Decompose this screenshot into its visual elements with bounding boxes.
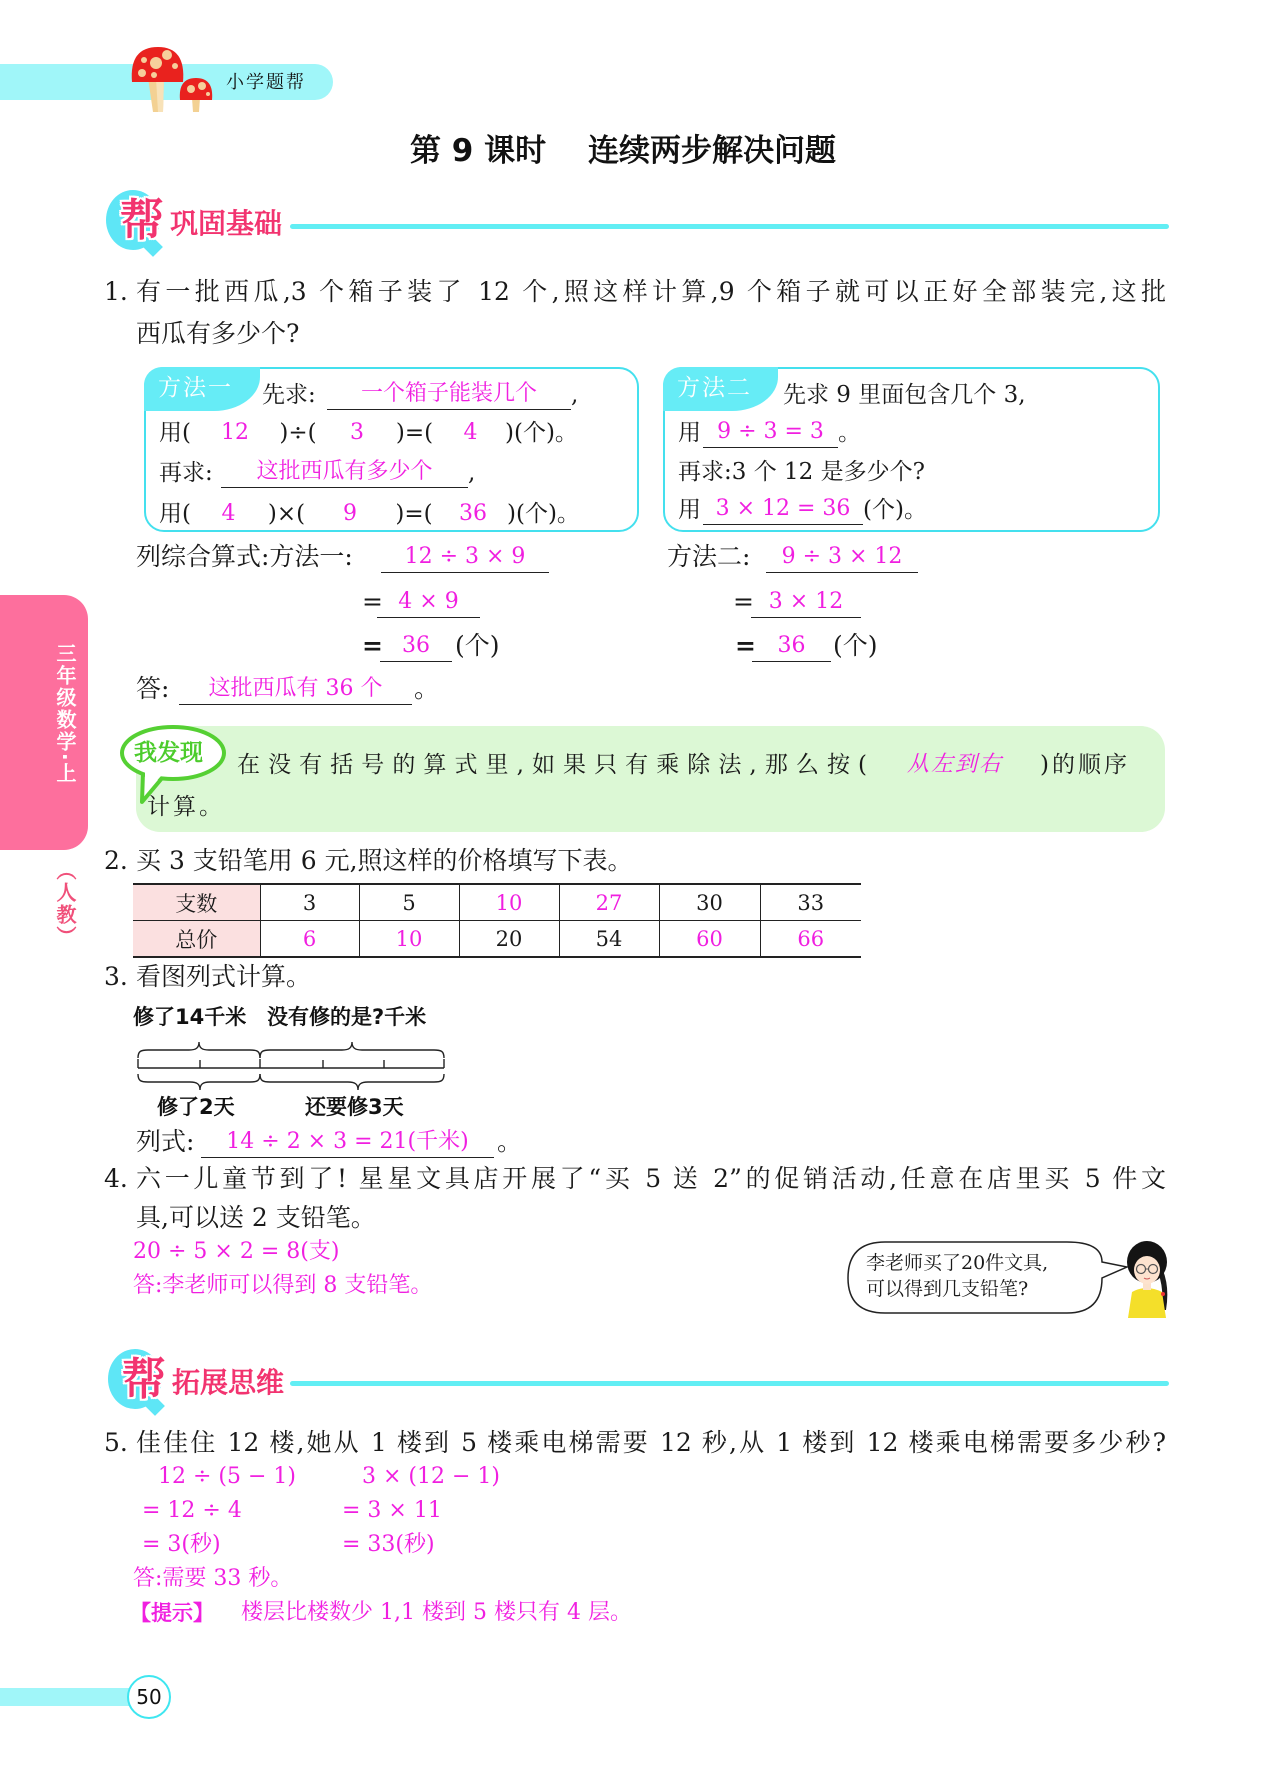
table-cell: 27 (559, 884, 659, 921)
answer-end: 。 (414, 674, 440, 703)
q1-text-line2: 西瓜有多少个? (136, 319, 300, 348)
answer-label: 答: (136, 674, 170, 703)
brand-name: 小学题帮 (226, 72, 306, 93)
calc1-close: )(个)。 (505, 420, 578, 446)
method2-calc1-answer: 9 ÷ 3 = 3 (703, 417, 838, 448)
table-cell: 60 (659, 921, 760, 958)
grade-label: 三年级数学·上 (53, 643, 77, 785)
calc2-a: 4 (221, 501, 236, 526)
hint-text: 楼层比楼数少 1,1 楼到 5 楼只有 4 层。 (241, 1600, 632, 1625)
section-divider (290, 224, 1169, 229)
calc1-b: 3 (350, 420, 364, 445)
table-cell: 6 (260, 921, 359, 958)
price-table (133, 883, 861, 958)
method2-calc2-answer: 3 × 12 = 36 (703, 494, 863, 525)
table-row (133, 921, 861, 958)
use-label: 用 (678, 497, 701, 523)
calc2-eq: )=( (395, 501, 433, 527)
formula-end: 。 (497, 1127, 523, 1156)
q3-number: 3. (104, 962, 128, 991)
q2-number: 2. (104, 846, 128, 875)
row-header: 总价 (133, 921, 260, 958)
combined-m2-step2: 3 × 12 (751, 587, 861, 618)
calc2-open: 用( (159, 501, 191, 527)
discover-badge: 我发现 (134, 740, 203, 766)
calc1-open: 用( (159, 420, 191, 446)
line-segment-diagram (130, 1030, 450, 1095)
calc1-result: 4 (463, 420, 478, 445)
equals-sign: = (735, 631, 756, 660)
table-cell: 3 (260, 884, 359, 921)
q5-number: 5. (104, 1428, 128, 1457)
discover-line1 (237, 750, 1130, 780)
method1-calc1 (159, 418, 578, 448)
method2-calc1 (678, 418, 861, 448)
step2-end: , (468, 460, 476, 486)
method2-calc2 (678, 495, 927, 525)
step1-answer: 一个箱子能装几个 (327, 379, 571, 410)
mushroom-logo-icon (120, 40, 230, 115)
edition-label: （人教） (53, 860, 77, 948)
q3-formula: 14 ÷ 2 × 3 = 21(千米) (201, 1127, 494, 1158)
girl-character-icon (1118, 1238, 1174, 1318)
diagram-label-days-done: 修了2天 (157, 1095, 235, 1119)
step1-end: , (571, 382, 579, 408)
table-cell: 10 (459, 884, 559, 921)
method2-calc2-end: (个)。 (863, 497, 927, 523)
method1-calc2 (159, 499, 580, 529)
q2-text: 买 3 支铅笔用 6 元,照这样的价格填写下表。 (136, 846, 633, 875)
calc1-op: )÷( (279, 420, 317, 446)
combined-m2-result: 36 (752, 631, 831, 662)
table-cell: 66 (760, 921, 861, 958)
discover-text-before: 在没有括号的算式里,如果只有乘除法,那么按( (237, 752, 870, 778)
combined-label: 列综合算式:方法一: (136, 542, 353, 571)
section-title-basic: 巩固基础 (170, 207, 283, 240)
q5-answer: 答:需要 33 秒。 (133, 1566, 293, 1591)
q4-text-line1: 六一儿童节到了! 星星文具店开展了“买 5 送 2”的促销活动,任意在店里买 5 件文 (136, 1164, 1166, 1193)
method1-step2 (159, 458, 475, 488)
q5-method1-step2: = 12 ÷ 4 (142, 1498, 242, 1523)
equals-sign: = (733, 587, 754, 616)
calc2-op: )×( (267, 501, 306, 527)
combined-m1-step1: 12 ÷ 3 × 9 (381, 542, 549, 573)
table-cell: 5 (359, 884, 459, 921)
discover-text-after: )的顺序 (1040, 752, 1130, 778)
q5-method2-step1: 3 × (12 − 1) (362, 1464, 500, 1489)
q4-text-line2: 具,可以送 2 支铅笔。 (136, 1203, 376, 1232)
step2-label: 再求: (159, 460, 213, 486)
combined-m2-step1: 9 ÷ 3 × 12 (766, 542, 918, 573)
q1-text-line1: 有一批西瓜,3 个箱子装了 12 个,照这样计算,9 个箱子就可以正好全部装完,这批 (136, 277, 1166, 306)
formula-label: 列式: (136, 1127, 195, 1156)
use-label: 用 (678, 420, 701, 446)
q5-method2-step3: = 33(秒) (342, 1532, 435, 1557)
diagram-label-days-left: 还要修3天 (305, 1095, 404, 1119)
footer-bar (0, 1688, 132, 1706)
diagram-label-repaired: 修了14千米 (133, 1005, 247, 1029)
table-cell: 33 (760, 884, 861, 921)
calc1-eq: )=( (395, 420, 434, 446)
table-cell: 30 (659, 884, 760, 921)
calc2-close: )(个)。 (507, 501, 580, 527)
method2-step1: 先求 9 里面包含几个 3, (783, 382, 1026, 408)
equals-sign: = (362, 587, 383, 616)
q5-method2-step2: = 3 × 11 (342, 1498, 442, 1523)
unit-label: (个) (455, 631, 500, 660)
table-cell: 10 (359, 921, 459, 958)
method1-label: 方法一 (144, 367, 260, 411)
discover-answer: 从左到右 (906, 752, 1003, 777)
method1-step1 (262, 380, 578, 410)
method2-calc1-end: 。 (838, 420, 861, 446)
row-header: 支数 (133, 884, 260, 921)
table-cell: 54 (559, 921, 659, 958)
table-cell: 20 (459, 921, 559, 958)
hint-label: 【提示】 (130, 1601, 214, 1625)
equals-sign: = (362, 631, 383, 660)
calc2-result: 36 (459, 501, 487, 526)
calc2-b: 9 (343, 501, 357, 526)
q3-text: 看图列式计算。 (136, 962, 312, 991)
page-number: 50 (127, 1675, 171, 1719)
q5-method1-step3: = 3(秒) (142, 1532, 221, 1557)
combined-m1-result: 36 (380, 631, 452, 662)
step1-label: 先求: (262, 382, 316, 408)
combined-m2-label: 方法二: (667, 542, 751, 571)
method2-label: 方法二 (663, 367, 778, 411)
combined-m1-step2: 4 × 9 (377, 587, 480, 618)
section-badge-char: 帮 (122, 1354, 166, 1405)
section-badge-char: 帮 (120, 195, 164, 246)
speech-line2: 可以得到几支铅笔? (866, 1278, 1029, 1300)
lesson-number: 第 9 课时 (410, 133, 547, 169)
step2-answer: 这批西瓜有多少个 (221, 457, 468, 488)
table-row (133, 884, 861, 921)
method2-step2: 再求:3 个 12 是多少个? (678, 459, 925, 485)
section-title-extend: 拓展思维 (172, 1366, 285, 1399)
section-divider (290, 1381, 1169, 1386)
q1-answer: 这批西瓜有 36 个 (179, 674, 412, 705)
calc1-a: 12 (221, 420, 249, 445)
q5-text: 佳佳住 12 楼,她从 1 楼到 5 楼乘电梯需要 12 秒,从 1 楼到 12 楼乘电梯需要多少秒? (136, 1428, 1166, 1457)
discover-line2: 计算。 (147, 794, 225, 820)
unit-label: (个) (833, 631, 878, 660)
q4-answer: 答:李老师可以得到 8 支铅笔。 (133, 1273, 433, 1298)
q5-method1-step1: 12 ÷ (5 − 1) (158, 1464, 296, 1489)
lesson-topic: 连续两步解决问题 (588, 133, 836, 169)
q1-number: 1. (104, 277, 128, 306)
q4-number: 4. (104, 1164, 128, 1193)
q4-solution: 20 ÷ 5 × 2 = 8(支) (133, 1239, 340, 1264)
speech-line1: 李老师买了20件文具, (866, 1252, 1049, 1274)
diagram-label-remaining: 没有修的是?千米 (267, 1005, 427, 1029)
